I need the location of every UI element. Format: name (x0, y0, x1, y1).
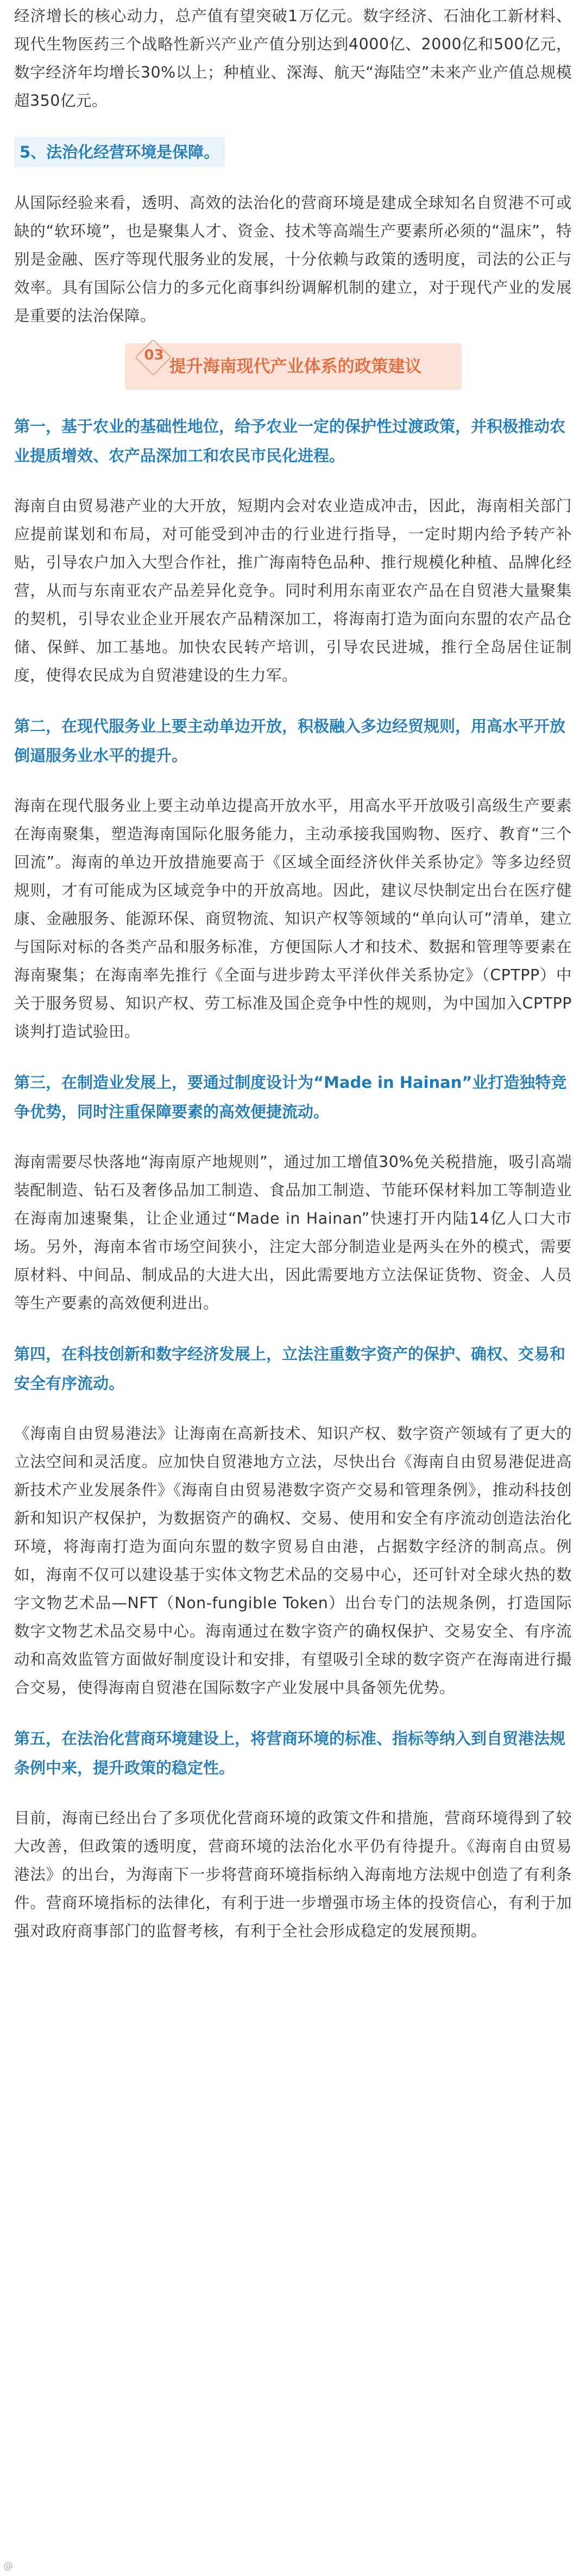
section-number-badge: 03 (136, 339, 173, 376)
footer-watermark: @ (3, 2560, 13, 2572)
section-banner-03 (125, 343, 462, 390)
heading-5: 5、法治化经营环境是保障。 (14, 137, 225, 167)
item-title-2: 第二，在现代服务业上要主动单边开放，积极融入多边经贸规则，用高水平开放倒逼服务业水平的提升。 (14, 717, 566, 765)
item-body-4: 《海南自由贸易港法》让海南在高新技术、知识产权、数字资产领域有了更大的立法空间和灵活度。应加快自贸港地方立法，尽快出台《海南自由贸易港促进高新技术产业发展条件》《海南自由贸易港数字资产交易和管理条例》，推动科技创新和知识产权保护，为数据资产的确权、交易、使用和安全有序流动创造法治化环境，将海南打造为面向东盟的数字贸易自由港，占据数字经济的制高点。例如，海南不仅可以建设基于实体文物艺术品的交易中心，还可针对全球火热的数字文物艺术品—NFT（Non-fungible Token）出台专门的法规条例，打造国际数字文物艺术品交易中心。海南通过在数字资产的确权保护、交易安全、有序流动和高效监管方面做好制度设计和安排，有望吸引全球的数字资产在海南进行撮合交易，使得海南自贸港在国际数字产业发展中具备领先优势。 (14, 1425, 572, 1697)
item-title-3: 第三，在制造业发展上，要通过制度设计为“Made in Hainan”业打造独特竞争优势，同时注重保障要素的高效便捷流动。 (14, 1073, 567, 1121)
heading-5-wrapper (14, 137, 572, 167)
item-title-5: 第五，在法治化营商环境建设上，将营商环境的标准、指标等纳入到自贸港法规条例中来，提升政策的稳定性。 (14, 1729, 566, 1777)
item-title-4: 第四，在科技创新和数字经济发展上，立法注重数字资产的保护、确权、交易和安全有序流动。 (14, 1345, 566, 1393)
item-title-1: 第一，基于农业的基础性地位，给予农业一定的保护性过渡政策，并积极推动农业提质增效、农产品深加工和农民市民化进程。 (14, 417, 566, 465)
paragraph-5: 从国际经验来看，透明、高效的法治化的营商环境是建成全球知名自贸港不可或缺的“软环境”，也是聚集人才、资金、技术等高端生产要素所必须的“温床”，特别是金融、医疗等现代服务业的发展，十分依赖与政策的透明度，司法的公正与效率。具有国际公信力的多元化商事纠纷调解机制的建立，对于现代产业的发展是重要的法治保障。 (14, 194, 572, 325)
item-body-5: 目前，海南已经出台了多项优化营商环境的政策文件和措施，营商环境得到了较大改善，但政策的透明度，营商环境的法治化水平仍有待提升。《海南自由贸易港法》的出台，为海南下一步将营商环境指标纳入海南地方法规中创造了有利条件。营商环境指标的法律化，有利于进一步增强市场主体的投资信心，有利于加强对政府商事部门的监督考核，有利于全社会形成稳定的发展预期。 (14, 1809, 572, 1940)
section-title: 提升海南现代产业体系的政策建议 (169, 357, 422, 376)
item-body-1: 海南自由贸易港产业的大开放，短期内会对农业造成冲击，因此，海南相关部门应提前谋划和布局，对可能受到冲击的行业进行指导，一定时期内给予转产补贴，引导农户加入大型合作社，推广海南特色品种、推行规模化种植、品牌化经营，从而与东南亚农产品差异化竞争。同时利用东南亚农产品在自贸港大量聚集的契机，引导农业企业开展农产品精深加工，将海南打造为面向东盟的农产品仓储、保鲜、加工基地。加快农民转产培训，引导农民进城，推行全岛居住证制度，使得农民成为自贸港建设的生力军。 (14, 497, 572, 684)
item-body-2: 海南在现代服务业上要主动单边提高开放水平，用高水平开放吸引高级生产要素在海南聚集，塑造海南国际化服务能力，主动承接我国购物、医疗、教育“三个回流”。海南的单边开放措施要高于《区域全面经济伙伴关系协定》等多边经贸规则，才有可能成为区域竞争中的开放高地。因此，建议尽快制定出台在医疗健康、金融服务、能源环保、商贸物流、知识产权等领域的“单向认可”清单，建立与国际对标的各类产品和服务标准，方便国际人才和技术、数据和管理等要素在海南聚集；在海南率先推行《全面与进步跨太平洋伙伴关系协定》（CPTPP）中关于服务贸易、知识产权、劳工标准及国企竞争中性的规则，为中国加入CPTPP谈判打造试验田。 (14, 797, 572, 1041)
item-body-3: 海南需要尽快落地“海南原产地规则”，通过加工增值30%免关税措施，吸引高端装配制造、钻石及奢侈品加工制造、食品加工制造、节能环保材料加工等制造业在海南加速聚集，让企业通过“Made in Hainan”快速打开内陆14亿人口大市场。另外，海南本省市场空间狭小，注定大部分制造业是两头在外的模式，需要原材料、中间品、制成品的大进大出，因此需要地方立法保证货物、资金、人员等生产要素的高效便利进出。 (14, 1153, 572, 1312)
intro-paragraph: 经济增长的核心动力，总产值有望突破1万亿元。数字经济、石油化工新材料、现代生物医药三个战略性新兴产业产值分别达到4000亿、2000亿和500亿元，数字经济年均增长30%以上；种植业、深海、航天“海陆空”未来产业产值总规模超350亿元。 (14, 7, 572, 110)
